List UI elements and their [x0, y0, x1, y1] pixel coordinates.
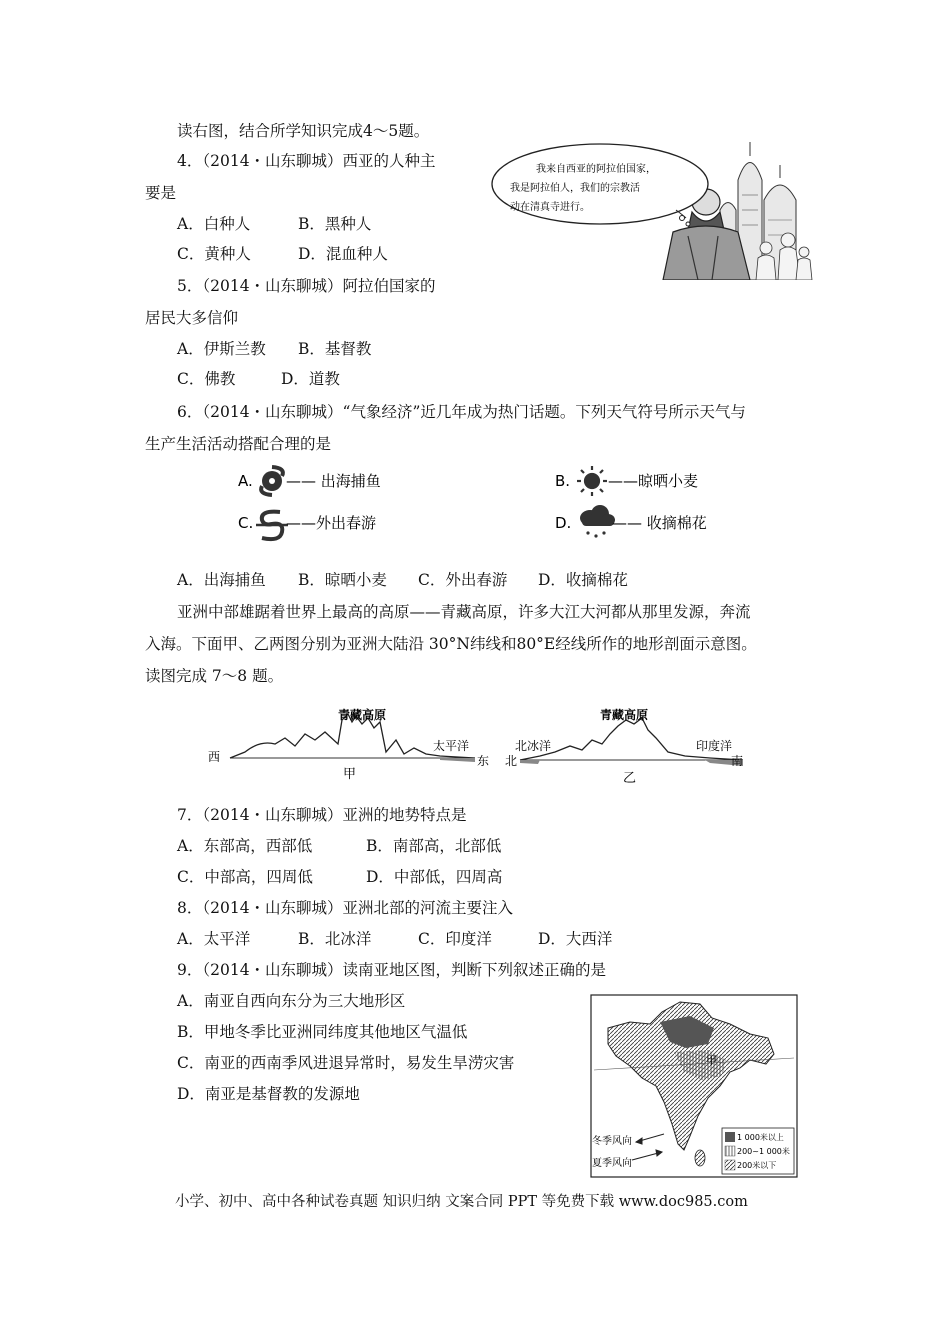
- passage-line-3: 读图完成 7～8 题。: [145, 667, 284, 685]
- weather-b-text: ——晾晒小麦: [608, 472, 699, 490]
- yi-arctic-label: 北冰洋: [515, 739, 552, 753]
- q8-option-a: A．太平洋: [177, 930, 251, 948]
- q6-option-d: D．收摘棉花: [538, 571, 628, 589]
- bubble-line-2: 我是阿拉伯人，我们的宗教活: [510, 183, 640, 194]
- q7-stem: 7．（2014・山东聊城）亚洲的地势特点是: [177, 806, 467, 824]
- rain-cloud-icon: [580, 505, 615, 538]
- q5-option-c: C．佛教: [177, 370, 236, 388]
- weather-a-text: —— 出海捕鱼: [286, 472, 381, 490]
- q5-option-b: B．基督教: [298, 340, 372, 358]
- legend-high: 1 000米以上: [737, 1133, 784, 1142]
- bubble-line-3: 动在清真寺进行。: [510, 202, 590, 213]
- q4-option-a: A．白种人: [177, 215, 251, 233]
- q4-option-d: D．混血种人: [298, 245, 388, 263]
- weather-c-letter: C.: [238, 514, 254, 532]
- jia-west-label: 西: [208, 750, 221, 764]
- q7-option-a: A．东部高，西部低: [177, 837, 313, 855]
- passage-line-2: 入海。下面甲、乙两图分别为亚洲大陆沿 30°N纬线和80°E经线所作的地形剖面示意图。: [145, 635, 757, 653]
- q5-stem-line2: 居民大多信仰: [145, 309, 239, 327]
- weather-symbols: [230, 462, 730, 547]
- yi-south-label: 南: [731, 754, 744, 768]
- q8-option-b: B．北冰洋: [298, 930, 372, 948]
- q7-option-d: D．中部低，四周高: [366, 868, 503, 886]
- q4-option-b: B．黑种人: [298, 215, 372, 233]
- q6-stem-line2: 生产生活活动搭配合理的是: [145, 435, 332, 453]
- q8-stem: 8．（2014・山东聊城）亚洲北部的河流主要注入: [177, 899, 514, 917]
- typhoon-icon: [261, 467, 283, 495]
- q6-option-b: B．晾晒小麦: [298, 571, 387, 589]
- q7-option-b: B．南部高，北部低: [366, 837, 502, 855]
- weather-b-letter: B.: [555, 472, 571, 490]
- arab-illustration: [488, 140, 813, 280]
- q8-option-c: C．印度洋: [418, 930, 492, 948]
- q9-stem: 9．（2014・山东聊城）读南亚地区图，判断下列叙述正确的是: [177, 961, 607, 979]
- q5-stem-line1: 5．（2014・山东聊城）阿拉伯国家的: [177, 277, 436, 295]
- jia-peak-label: 青藏高原: [338, 708, 387, 722]
- q9-option-c: C．南亚的西南季风进退异常时，易发生旱涝灾害: [177, 1054, 515, 1072]
- weather-c-text: ——外出春游: [286, 514, 377, 532]
- q5-option-d: D．道教: [281, 370, 340, 388]
- q6-option-c: C．外出春游: [418, 571, 508, 589]
- profile-yi: [505, 707, 743, 786]
- q7-option-c: C．中部高，四周低: [177, 868, 313, 886]
- legend-mid: 200~1 000米: [737, 1147, 790, 1156]
- q9-option-d: D．南亚是基督教的发源地: [177, 1085, 360, 1103]
- intro-4-5: 读右图，结合所学知识完成4～5题。: [177, 122, 430, 140]
- map-jia-label: 甲: [706, 1054, 717, 1067]
- q5-option-a: A．伊斯兰教: [177, 340, 266, 358]
- yi-indian-label: 印度洋: [696, 739, 733, 753]
- jia-east-label: 东: [477, 754, 490, 768]
- weather-d-letter: D.: [555, 514, 572, 532]
- yi-name: 乙: [623, 771, 637, 786]
- weather-d-text: —— 收摘棉花: [612, 514, 707, 532]
- q4-stem-line1: 4．（2014・山东聊城）西亚的人种主: [177, 152, 436, 170]
- sandstorm-icon: [256, 512, 288, 539]
- yi-peak-label: 青藏高原: [600, 708, 649, 722]
- map-summer-wind: 夏季风向: [592, 1158, 632, 1169]
- legend-low: 200米以下: [737, 1161, 777, 1170]
- page-footer: 小学、初中、高中各种试卷真题 知识归纳 文案合同 PPT 等免费下载 www.doc985.com: [175, 1194, 748, 1210]
- profile-jia: [208, 707, 489, 782]
- q8-option-d: D．大西洋: [538, 930, 613, 948]
- terrain-profiles: [200, 700, 750, 792]
- yi-north-label: 北: [505, 754, 518, 768]
- map-winter-wind: 冬季风向: [592, 1136, 632, 1147]
- q9-option-a: A．南亚自西向东分为三大地形区: [177, 992, 406, 1010]
- jia-name: 甲: [343, 767, 357, 782]
- q4-stem-line2: 要是: [145, 184, 177, 202]
- south-asia-map: [590, 994, 798, 1178]
- jia-ocean-label: 太平洋: [433, 739, 470, 753]
- q6-stem-line1: 6．（2014・山东聊城）“气象经济”近几年成为热门话题。下列天气符号所示天气与: [177, 403, 746, 421]
- q9-option-b: B．甲地冬季比亚洲同纬度其他地区气温低: [177, 1023, 468, 1041]
- sun-icon: [577, 466, 607, 496]
- q4-option-c: C．黄种人: [177, 245, 251, 263]
- map-legend: [722, 1128, 794, 1174]
- passage-line-1: 亚洲中部雄踞着世界上最高的高原——青藏高原，许多大江大河都从那里发源，奔流: [177, 603, 751, 621]
- weather-a-letter: A.: [238, 472, 253, 490]
- q6-option-a: A．出海捕鱼: [177, 571, 266, 589]
- bubble-line-1: 我来自西亚的阿拉伯国家，: [536, 164, 656, 175]
